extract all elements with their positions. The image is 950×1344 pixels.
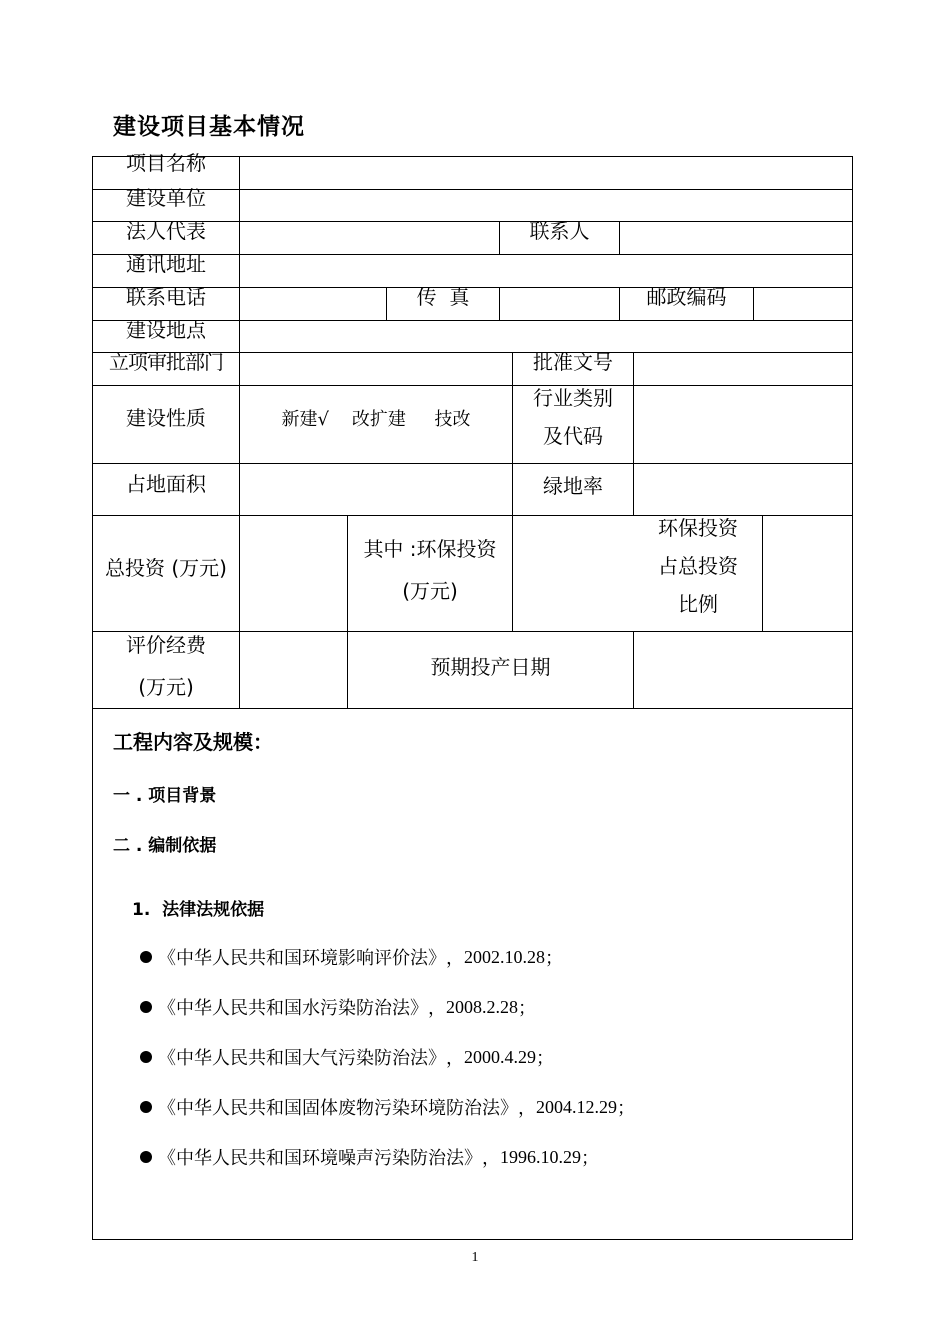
page-title: 建设项目基本情况 <box>113 114 305 140</box>
label-green-rate: 绿地率 <box>543 474 603 498</box>
label-industry: 行业类别 及代码 <box>533 386 613 448</box>
label-location: 建设地点 <box>126 318 206 342</box>
column-divider <box>762 515 763 632</box>
table-border-bottom <box>92 1239 853 1240</box>
label-env-investment: 其中 :环保投资 (万元) <box>363 537 497 603</box>
column-divider <box>619 221 620 255</box>
bullet-icon <box>140 951 152 963</box>
label-construction-unit: 建设单位 <box>126 186 206 210</box>
list-item: 《中华人民共和国大气污染防治法》 ， 2000.4.29 ； <box>140 1044 554 1070</box>
label-legal-rep: 法人代表 <box>126 219 206 243</box>
bullet-icon <box>140 1001 152 1013</box>
nature-options: 新建√ 改扩建 技改 <box>281 408 471 430</box>
label-env-ratio: 环保投资 占总投资 比例 <box>658 516 738 616</box>
label-contact-person: 联系人 <box>529 219 590 243</box>
column-divider <box>633 352 634 516</box>
list-item: 《中华人民共和国环境影响评价法》 ， 2002.10.28 ； <box>140 944 563 970</box>
section-basis: 二 . 编制依据 <box>113 836 217 856</box>
bullet-icon <box>140 1051 152 1063</box>
label-phone: 联系电话 <box>126 285 206 309</box>
label-address: 通讯地址 <box>126 252 206 276</box>
column-divider <box>633 631 634 709</box>
list-item: 《中华人民共和国环境噪声污染防治法》 ， 1996.10.29 ； <box>140 1144 599 1170</box>
label-fax: 传 真 <box>416 285 470 309</box>
label-total-investment: 总投资 (万元) <box>105 556 227 580</box>
list-item: 《中华人民共和国固体废物污染环境防治法》 ， 2004.12.29 ； <box>140 1094 635 1120</box>
column-divider <box>499 287 500 321</box>
label-postal-code: 邮政编码 <box>646 285 727 309</box>
table-border-right <box>852 156 853 1240</box>
page-number: 1 <box>471 1250 479 1265</box>
column-divider <box>753 287 754 321</box>
row-divider <box>92 708 853 709</box>
column-divider <box>512 515 513 632</box>
label-eval-fee: 评价经费 (万元) <box>126 633 206 699</box>
bullet-icon <box>140 1101 152 1113</box>
label-approval-no: 批准文号 <box>533 350 613 374</box>
label-nature: 建设性质 <box>126 406 206 430</box>
label-approval-dept: 立项审批部门 <box>109 350 223 374</box>
label-project-name: 项目名称 <box>126 151 206 175</box>
bullet-icon <box>140 1151 152 1163</box>
label-production-date: 预期投产日期 <box>430 655 551 679</box>
content-heading: 工程内容及规模： <box>113 730 273 754</box>
list-item: 《中华人民共和国水污染防治法》 ， 2008.2.28 ； <box>140 994 536 1020</box>
section-background: 一 . 项目背景 <box>113 786 217 806</box>
subsection-laws: 1. 法律法规依据 <box>132 900 265 920</box>
label-area: 占地面积 <box>126 472 206 496</box>
